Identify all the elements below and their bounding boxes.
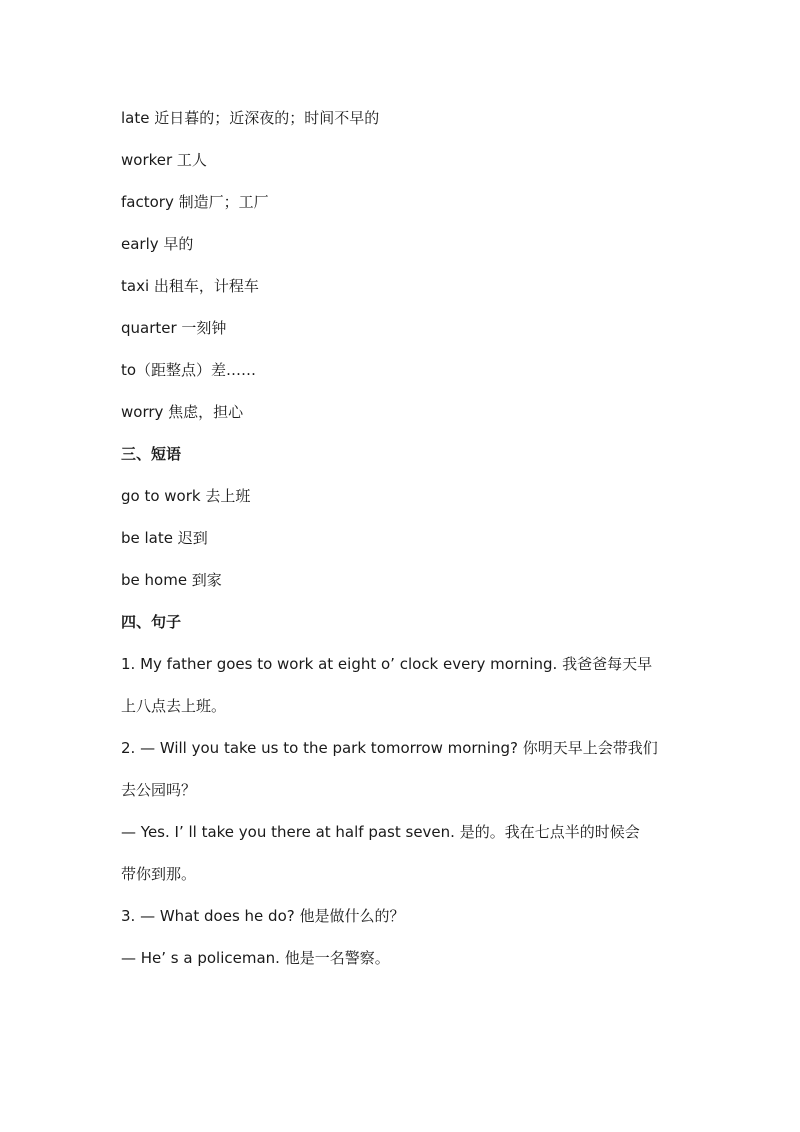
phrases-heading: 三、短语 bbox=[121, 445, 182, 463]
phrase-go-to-work: go to work 去上班 bbox=[121, 487, 251, 505]
phrase-be-late: be late 迟到 bbox=[121, 529, 208, 547]
vocab-taxi: taxi 出租车，计程车 bbox=[121, 277, 259, 295]
sentence-1-line-1: 1. My father goes to work at eight o’ clock every morning. 我爸爸每天早 bbox=[121, 655, 653, 673]
sentences-heading: 四、句子 bbox=[121, 613, 182, 631]
sentence-2-line-2: 去公园吗？ bbox=[121, 781, 197, 799]
sentence-1-line-2: 上八点去上班。 bbox=[121, 697, 227, 715]
vocab-worker: worker 工人 bbox=[121, 151, 207, 169]
sentence-2-answer-line-1: — Yes. I’ ll take you there at half past seven. 是的。我在七点半的时候会 bbox=[121, 823, 640, 841]
sentence-2-line-1: 2. — Will you take us to the park tomorrow morning? 你明天早上会带我们 bbox=[121, 739, 658, 757]
sentence-3-question: 3. — What does he do? 他是做什么的？ bbox=[121, 907, 405, 925]
phrase-be-home: be home 到家 bbox=[121, 571, 222, 589]
vocab-factory: factory 制造厂；工厂 bbox=[121, 193, 269, 211]
vocab-early: early 早的 bbox=[121, 235, 194, 253]
sentence-2-answer-line-2: 带你到那。 bbox=[121, 865, 197, 883]
vocab-quarter: quarter 一刻钟 bbox=[121, 319, 227, 337]
vocab-to: to（距整点）差…… bbox=[121, 361, 257, 379]
sentence-3-answer: — He’ s a policeman. 他是一名警察。 bbox=[121, 949, 390, 967]
vocab-late: late 近日暮的；近深夜的；时间不早的 bbox=[121, 109, 380, 127]
vocab-worry: worry 焦虑，担心 bbox=[121, 403, 244, 421]
